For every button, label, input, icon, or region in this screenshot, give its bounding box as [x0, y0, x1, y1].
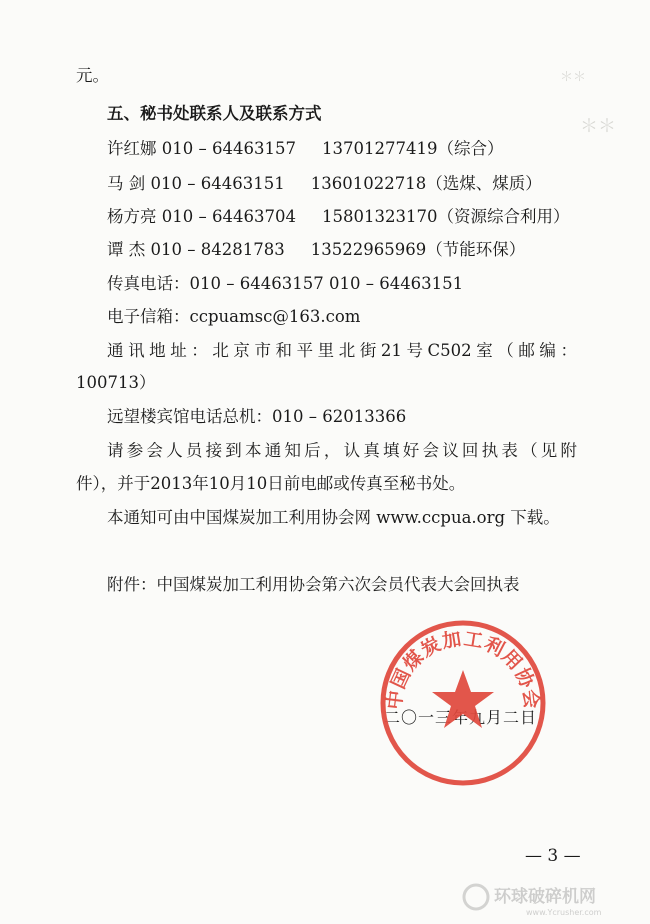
section-title: 五、秘书处联系人及联系方式: [107, 104, 322, 123]
contact-name-phone: 许红娜 010 – 64463157: [107, 139, 296, 158]
contact-mobile: 15801323170（资源综合利用）: [321, 207, 570, 226]
fax-line: 传真电话：010 – 64463157 010 – 64463151: [107, 274, 464, 293]
official-seal-stamp: [378, 618, 548, 788]
address-postcode: 100713）: [76, 373, 156, 392]
issue-date: 二〇一三年九月二日: [384, 708, 538, 727]
page-number: — 3 —: [525, 846, 581, 866]
contact-name-phone: 谭 杰 010 – 84281783: [107, 240, 285, 259]
hotel-phone-line: 远望楼宾馆电话总机：010 – 62013366: [107, 407, 407, 426]
svg-text:www.Ycrusher.com: www.Ycrusher.com: [526, 908, 602, 917]
continuation-text: 元。: [76, 66, 109, 85]
contact-mobile: 13701277419（综合）: [321, 139, 504, 158]
bleed-through-text: ＊＊: [580, 116, 616, 137]
email-line: 电子信箱：ccpuamsc@163.com: [107, 307, 361, 326]
bleed-through-text: ＊＊: [560, 70, 587, 85]
contact-row: [107, 240, 525, 260]
download-line: 本通知可由中国煤炭加工利用协会网 www.ccpua.org 下载。: [107, 508, 560, 527]
address-line: 通讯地址：北京市和平里北街21号C502室（邮编：: [107, 341, 577, 360]
contact-name-phone: 马 剑 010 – 64463151: [107, 174, 285, 193]
attachment-line: 附件：中国煤炭加工利用协会第六次会员代表大会回执表: [107, 575, 520, 594]
contact-row: [107, 174, 542, 194]
contact-row: [107, 207, 569, 227]
contact-mobile: 13601022718（选煤、煤质）: [310, 174, 542, 193]
contact-mobile: 13522965969（节能环保）: [310, 240, 526, 259]
contact-row: [107, 139, 503, 159]
contact-name-phone: 杨方亮 010 – 64463704: [107, 207, 296, 226]
svg-text:中国煤炭加工利用协会: 中国煤炭加工利用协会: [383, 627, 543, 711]
website-watermark-logo: [462, 879, 642, 919]
svg-text:环球破碎机网: 环球破碎机网: [494, 887, 596, 907]
notice-line: 请参会人员接到本通知后，认真填好会议回执表（见附: [107, 441, 577, 460]
notice-line: 件），并于2013年10月10日前电邮或传真至秘书处。: [76, 474, 466, 493]
